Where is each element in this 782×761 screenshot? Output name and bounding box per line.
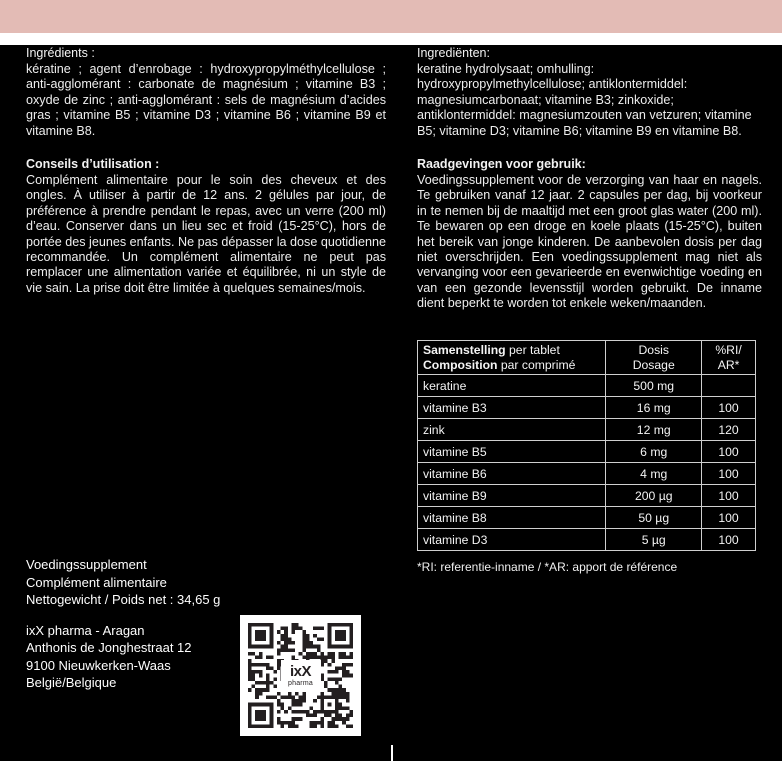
row-dose: 500 mg	[606, 375, 702, 397]
french-text-column	[26, 45, 386, 296]
header-ri	[702, 341, 756, 375]
dutch-ingredients-heading: Ingrediënten:	[417, 46, 490, 60]
row-name: vitamine B6	[418, 463, 606, 485]
row-ri	[702, 375, 756, 397]
dutch-ingredients-body: keratine hydrolysaat; omhulling: hydroxypropylmethylcellulose; antiklontermiddel: magnesiumcarbonaat; vitamine B3; zinkoxide; antiklontermiddel: magnesiumzouten van vetzuren; vitamine B5; vitamine D3; vitamine B6; vitamine B9 en vitamine B8.	[417, 62, 752, 138]
row-dose: 6 mg	[606, 441, 702, 463]
row-ri: 100	[702, 397, 756, 419]
row-dose: 4 mg	[606, 463, 702, 485]
row-ri: 100	[702, 485, 756, 507]
qr-center-logo	[281, 660, 321, 692]
qr-code[interactable]	[240, 615, 361, 736]
row-name: vitamine D3	[418, 529, 606, 551]
company-country: België/Belgique	[26, 675, 117, 690]
table-header-row	[418, 341, 756, 375]
qr-logo-pharma: pharma	[288, 680, 313, 687]
table-row	[418, 507, 756, 529]
dutch-spacer	[417, 139, 762, 156]
product-type-nl: Voedingssupplement	[26, 557, 147, 572]
table-row	[418, 397, 756, 419]
label-panel	[0, 45, 782, 716]
row-name: vitamine B5	[418, 441, 606, 463]
row-name: keratine	[418, 375, 606, 397]
row-ri: 100	[702, 441, 756, 463]
header-samenstelling-bold: Samenstelling	[423, 343, 506, 357]
header-ri-line2: AR*	[717, 357, 740, 372]
header-dose	[606, 341, 702, 375]
header-ri-line1: %RI/	[715, 343, 742, 357]
row-dose: 50 µg	[606, 507, 702, 529]
french-usage-body: Complément alimentaire pour le soin des cheveux et des ongles. À utiliser à partir de 12 ans. 2 gélules par jour, de préférence à prendre pendant le repas, avec un verre (200 ml) d’eau. Conserver dans un lieu sec et froid (15-25°C), hors de portée des jeunes enfants. Ne pas dépasser la dose quotidienne recommandée. Un complément alimentaire ne peut pas remplacer une alimentation variée et équilibrée, ni un style de vie sain. La prise doit être limitée à quelques semaines/mois.	[26, 173, 386, 295]
french-usage-heading: Conseils d’utilisation :	[26, 157, 160, 172]
header-composition-rest: par comprimé	[497, 357, 576, 372]
table-row	[418, 419, 756, 441]
dutch-usage-heading: Raadgevingen voor gebruik:	[417, 157, 586, 172]
table-row	[418, 463, 756, 485]
row-ri: 100	[702, 529, 756, 551]
row-dose: 200 µg	[606, 485, 702, 507]
company-street: Anthonis de Jonghestraat 12	[26, 640, 192, 655]
header-composition	[418, 341, 606, 375]
row-dose: 16 mg	[606, 397, 702, 419]
top-pink-band	[0, 0, 782, 33]
table-row	[418, 529, 756, 551]
composition-table-body	[418, 375, 756, 551]
french-ingredients-heading: Ingrédients :	[26, 46, 95, 60]
cut-mark	[391, 745, 393, 761]
net-weight: Nettogewicht / Poids net : 34,65 g	[26, 592, 221, 607]
table-footnote: *RI: referentie-inname / *AR: apport de référence	[417, 560, 678, 574]
header-composition-bold: Composition	[423, 357, 498, 372]
table-row	[418, 485, 756, 507]
dutch-text-column	[417, 45, 762, 312]
row-ri: 100	[702, 463, 756, 485]
row-name: vitamine B9	[418, 485, 606, 507]
row-name: vitamine B8	[418, 507, 606, 529]
dutch-usage-body: Voedingssupplement voor de verzorging van haar en nagels. Te gebruiken vanaf 12 jaar. 2 capsules per dag, bij voorkeur in te nemen bij de maaltijd met een groot glas water (200 ml). Te bewaren op een droge en koele plaats (15-25°C), buiten het bereik van jonge kinderen. De aanbevolen dosis per dag niet overschrijden. Een voedingssupplement mag niet als vervanging voor een gevarieerde en evenwichtige voeding en van een gezonde levensstijl worden gebruikt. De inname dient beperkt te worden tot enkele weken/maanden.	[417, 173, 762, 311]
row-ri: 100	[702, 507, 756, 529]
qr-logo-ixx: ixX	[289, 663, 311, 680]
table-row	[418, 441, 756, 463]
header-dosage-fr: Dosage	[632, 357, 675, 372]
composition-table-wrap	[417, 340, 756, 575]
header-dosis-nl: Dosis	[638, 343, 669, 357]
french-ingredients-body: kératine ; agent d’enrobage : hydroxypropylméthylcellulose ; anti-agglomérant : carbonate de magnésium ; vitamine B3 ; oxyde de zinc ; anti-agglomérant : sels de magnésium d’acides gras ; vitamine B5 ; vitamine D3 ; vitamine B6 ; vitamine B9 et vitamine B8.	[26, 62, 386, 138]
composition-table	[417, 340, 756, 551]
row-dose: 12 mg	[606, 419, 702, 441]
white-separator-band	[0, 33, 782, 45]
row-ri: 120	[702, 419, 756, 441]
row-name: vitamine B3	[418, 397, 606, 419]
table-row	[418, 375, 756, 397]
company-city: 9100 Nieuwkerken-Waas	[26, 657, 171, 673]
company-name: ixX pharma - Aragan	[26, 622, 145, 638]
row-dose: 5 µg	[606, 529, 702, 551]
french-spacer	[26, 139, 386, 156]
product-type-fr: Complément alimentaire	[26, 574, 167, 590]
row-name: zink	[418, 419, 606, 441]
header-samenstelling-rest: per tablet	[505, 343, 560, 357]
